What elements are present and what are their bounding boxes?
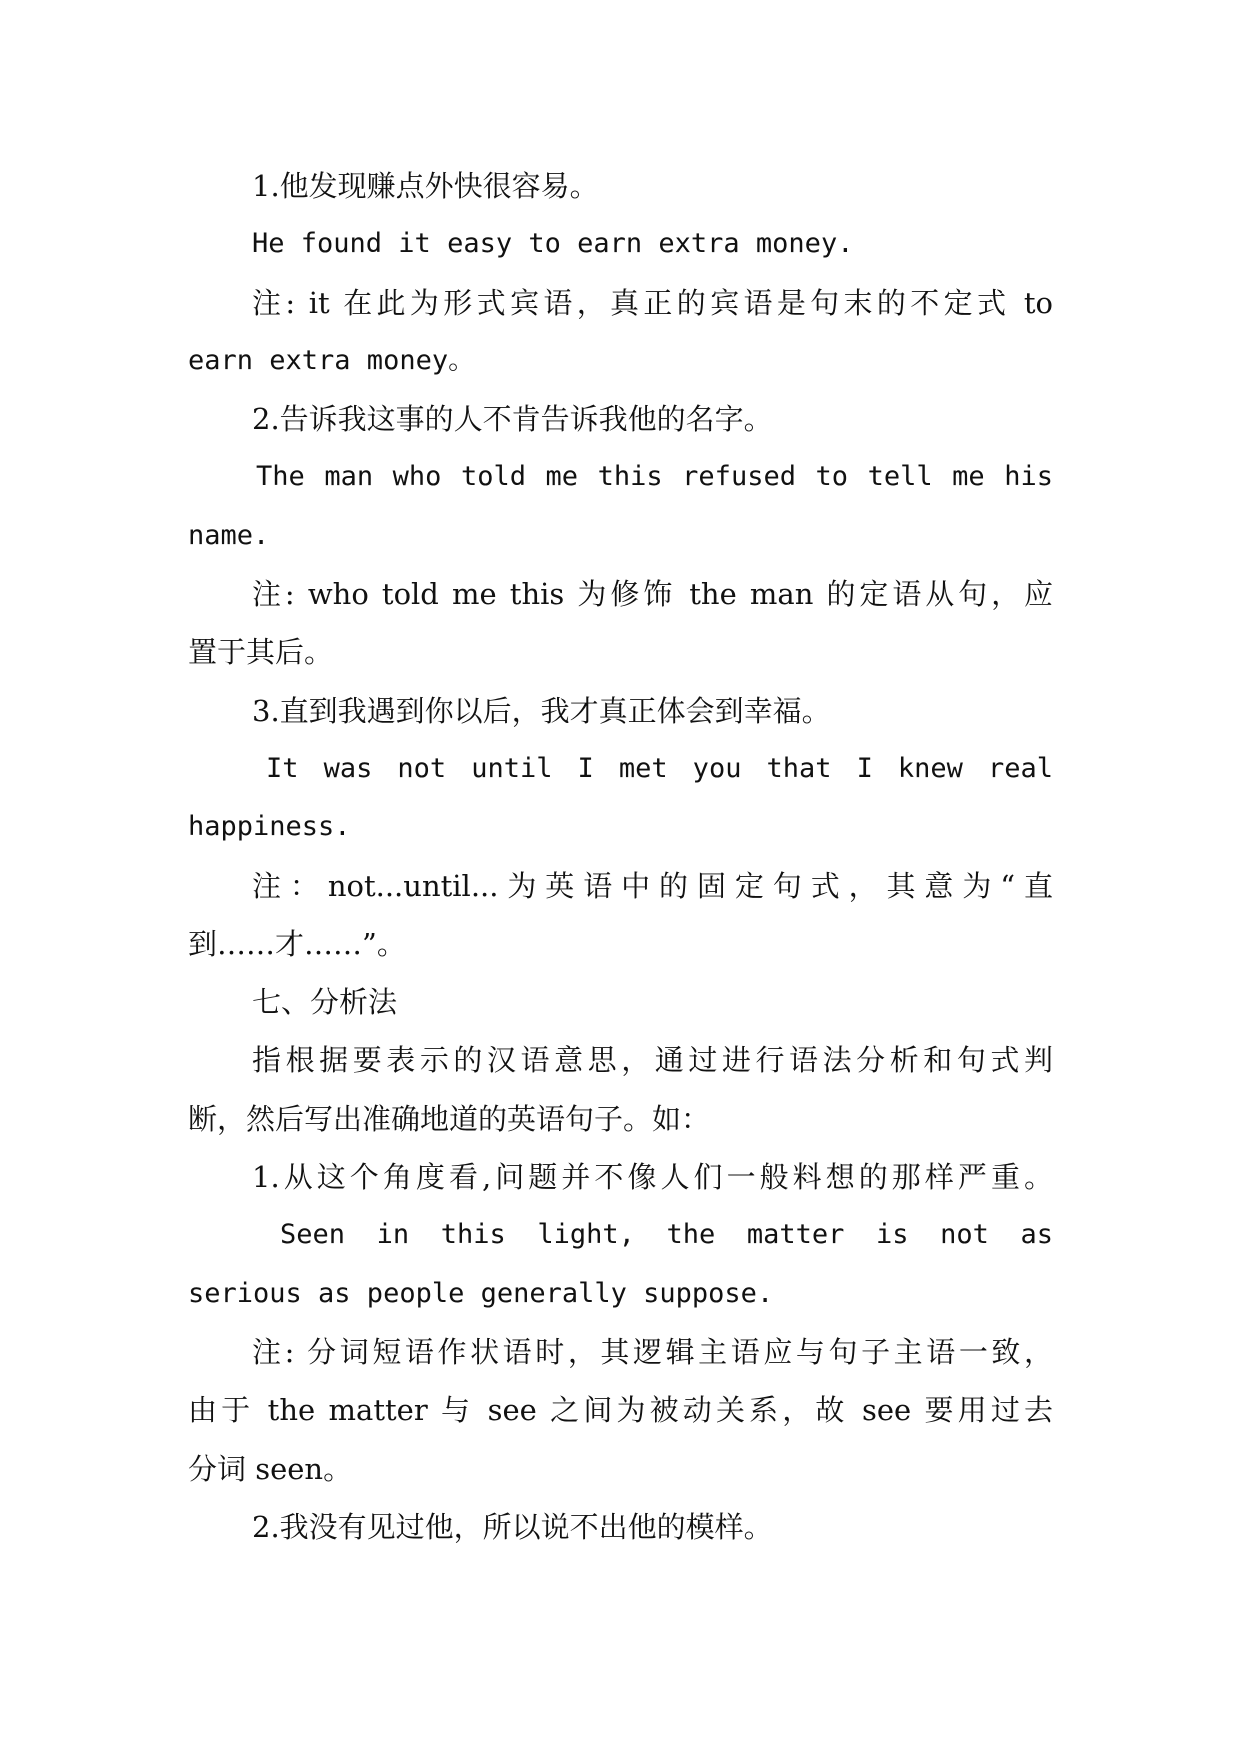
example-2-note-continued: 置于其后。 <box>188 635 334 670</box>
document-page <box>188 157 1053 1556</box>
example-2-chinese: 2.告诉我这事的人不肯告诉我他的名字。 <box>252 402 773 437</box>
analysis-example-1-note-end: 分词 seen。 <box>188 1451 353 1486</box>
example-3-english-continued: happiness. <box>188 811 351 843</box>
section-intro-continued: 断，然后写出准确地道的英语句子。如： <box>188 1101 711 1136</box>
example-2-english-continued: name. <box>188 519 270 551</box>
section-heading: 七、分析法 <box>252 985 398 1020</box>
analysis-example-1-note-continued: 由于 the matter 与 see 之间为被动关系，故 see 要用过去 <box>188 1393 1053 1428</box>
example-1-note-continued: earn extra money。 <box>188 344 476 376</box>
example-2-note: 注: who told me this 为修饰 the man 的定语从句，应 <box>252 577 1053 612</box>
example-3-chinese: 3.直到我遇到你以后，我才真正体会到幸福。 <box>252 693 831 728</box>
example-1-note: 注: it 在此为形式宾语，真正的宾语是句末的不定式 to <box>252 285 1053 320</box>
analysis-example-1-note: 注: 分词短语作状语时，其逻辑主语应与句子主语一致， <box>252 1334 1053 1369</box>
example-1-chinese: 1.他发现赚点外快很容易。 <box>252 169 599 203</box>
example-2-english: The man who told me this refused to tell me his <box>256 461 1053 493</box>
example-3-note-continued: 到……才……”。 <box>188 926 406 961</box>
section-intro: 指根据要表示的汉语意思，通过进行语法分析和句式判 <box>252 1043 1053 1078</box>
analysis-example-1-english: Seen in this light, the matter is not as <box>280 1219 1053 1251</box>
example-3-english: It was not until I met you that I knew real <box>266 752 1053 784</box>
example-1-english: He found it easy to earn extra money. <box>252 228 854 260</box>
analysis-example-1-chinese: 1.从这个角度看,问题并不像人们一般料想的那样严重。 <box>252 1160 1053 1195</box>
example-3-note: 注：not...until...为英语中的固定句式，其意为“直 <box>252 868 1053 903</box>
analysis-example-1-english-continued: serious as people generally suppose. <box>188 1277 774 1309</box>
analysis-example-2-chinese: 2.我没有见过他，所以说不出他的模样。 <box>252 1509 773 1544</box>
